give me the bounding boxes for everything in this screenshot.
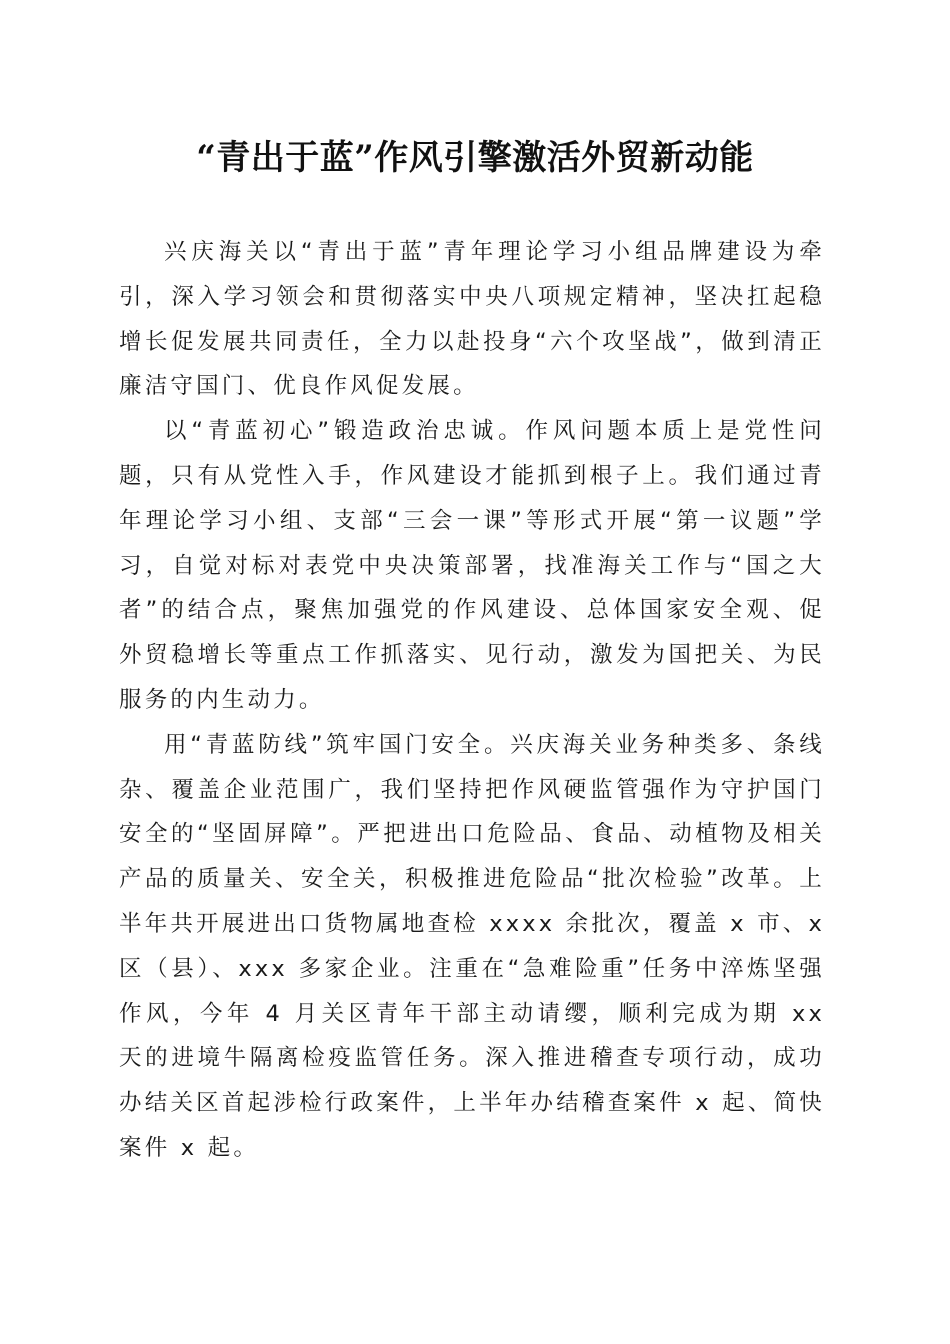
paragraph-intro: 兴庆海关以“青出于蓝”青年理论学习小组品牌建设为牵引，深入学习领会和贯彻落实中央八项规定精神，坚决扛起稳增长促发展共同责任，全力以赴投身“六个攻坚战”，做到清正廉洁守国门、优良作风促发展。 (119, 239, 825, 400)
document-title: “青出于蓝”作风引擎激活外贸新动能 (196, 138, 754, 178)
paragraph-political-loyalty: 以“青蓝初心”锻造政治忠诚。作风问题本质上是党性问题，只有从党性入手，作风建设才能抓到根子上。我们通过青年理论学习小组、支部“三会一课”等形式开展“第一议题”学习，自觉对标对表党中央决策部署，找准海关工作与“国之大者”的结合点，聚焦加强党的作风建设、总体国家安全观、促外贸稳增长等重点工作抓落实、见行动，激发为国把关、为民服务的内生动力。 (119, 418, 825, 713)
document-body (119, 230, 825, 1171)
paragraph-border-security: 用“青蓝防线”筑牢国门安全。兴庆海关业务种类多、条线杂、覆盖企业范围广，我们坚持把作风硬监管强作为守护国门安全的“坚固屏障”。严把进出口危险品、食品、动植物及相关产品的质量关、安全关，积极推进危险品“批次检验”改革。上半年共开展进出口货物属地查检 xxxx 余批次，覆盖 x 市、x 区（县）、xxx 多家企业。注重在“急难险重”任务中淬炼坚强作风，今年 4 月关区青年干部主动请缨，顺利完成为期 xx 天的进境牛隔离检疫监管任务。深入推进稽查专项行动，成功办结关区首起涉检行政案件，上半年办结稽查案件 x 起、简快案件 x 起。 (119, 731, 825, 1161)
